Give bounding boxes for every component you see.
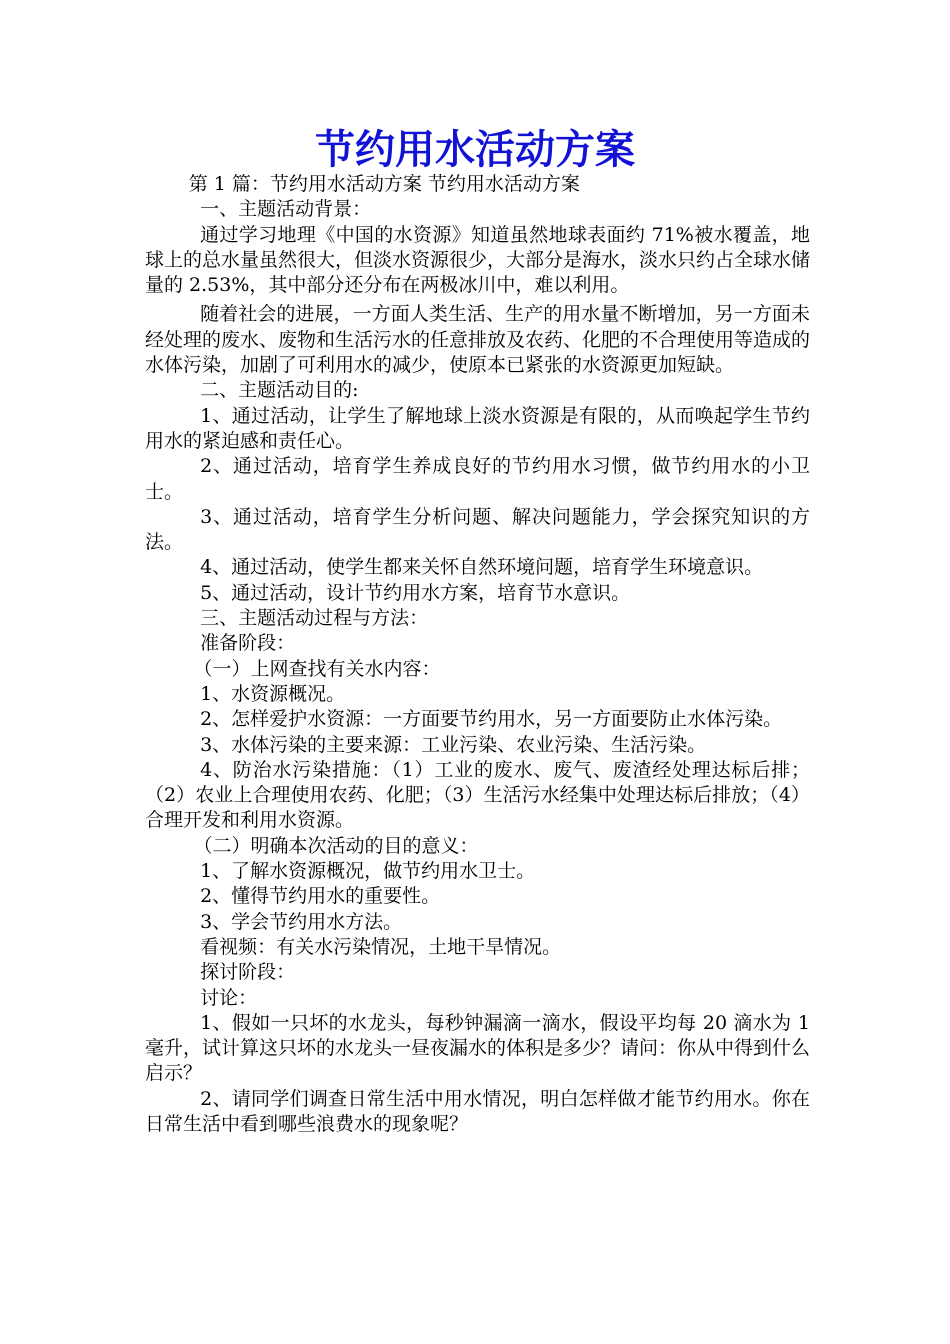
paragraph: 看视频：有关水污染情况，土地干旱情况。: [200, 935, 562, 958]
document-body: [145, 172, 810, 1137]
list-item: 5、通过活动，设计节约用水方案，培育节水意识。: [200, 581, 631, 604]
list-item: 1、假如一只坏的水龙头，每秒钟漏滴一滴水，假设平均每 20 滴水为 1 毫升，试计算这只坏的水龙头一昼夜漏水的体积是多少？请问：你从中得到什么启示？: [145, 1011, 811, 1085]
list-item: 1、通过活动，让学生了解地球上淡水资源是有限的，从而唤起学生节约用水的紧迫感和责任心。: [145, 404, 810, 452]
list-item: 4、通过活动，使学生都来关怀自然环境问题，培育学生环境意识。: [200, 556, 764, 579]
paragraph: 准备阶段：: [200, 632, 296, 655]
list-item: 2、通过活动，培育学生养成良好的节约用水习惯，做节约用水的小卫士。: [145, 455, 810, 503]
list-item: 2、怎样爱护水资源：一方面要节约用水，另一方面要防止水体污染。: [200, 708, 783, 731]
list-item: 1、了解水资源概况，做节约用水卫士。: [200, 860, 536, 883]
paragraph: 随着社会的进展，一方面人类生活、生产的用水量不断增加，另一方面未经处理的废水、废物和生活污水的任意排放及农药、化肥的不合理使用等造成的水体污染，加剧了可利用水的减少，使原本已紧张的水资源更加短缺。: [145, 303, 811, 377]
list-item: 3、通过活动，培育学生分析问题、解决问题能力，学会探究知识的方法。: [145, 505, 810, 554]
list-item: 3、学会节约用水方法。: [200, 910, 403, 933]
section-heading: 三、主题活动过程与方法：: [200, 607, 429, 630]
list-item: 1、水资源概况。: [200, 682, 346, 705]
list-item: 2、请同学们调查日常生活中用水情况，明白怎样做才能节约用水。你在日常生活中看到哪些浪费水的现象呢？: [145, 1087, 810, 1135]
paragraph: 通过学习地理《中国的水资源》知道虽然地球表面约 71%被水覆盖，地球上的总水量虽然很大，但淡水资源很少，大部分是海水，淡水只约占全球水储量的 2.53%，其中部分还分布在两极冰川中，难以利用。: [145, 223, 811, 297]
section-heading: 一、主题活动背景：: [200, 198, 372, 221]
section-heading: 二、主题活动目的:: [200, 379, 359, 402]
sub-heading: （二）明确本次活动的目的意义：: [193, 834, 479, 857]
document-title: 节约用水活动方案: [315, 126, 635, 173]
paragraph: 探讨阶段：: [200, 961, 296, 984]
list-item: 3、水体污染的主要来源：工业污染、农业污染、生活污染。: [200, 733, 707, 756]
sub-heading: （一）上网查找有关水内容：: [193, 657, 441, 680]
list-item: 2、懂得节约用水的重要性。: [200, 885, 441, 908]
list-item: 4、防治水污染措施：（1）工业的废水、废气、废渣经处理达标后排；（2）农业上合理使用农药、化肥；（3）生活污水经集中处理达标后排放；（4）合理开发和利用水资源。: [145, 758, 810, 832]
section-heading: 第 1 篇：节约用水活动方案 节约用水活动方案: [188, 173, 580, 195]
paragraph: 讨论：: [200, 986, 258, 1009]
